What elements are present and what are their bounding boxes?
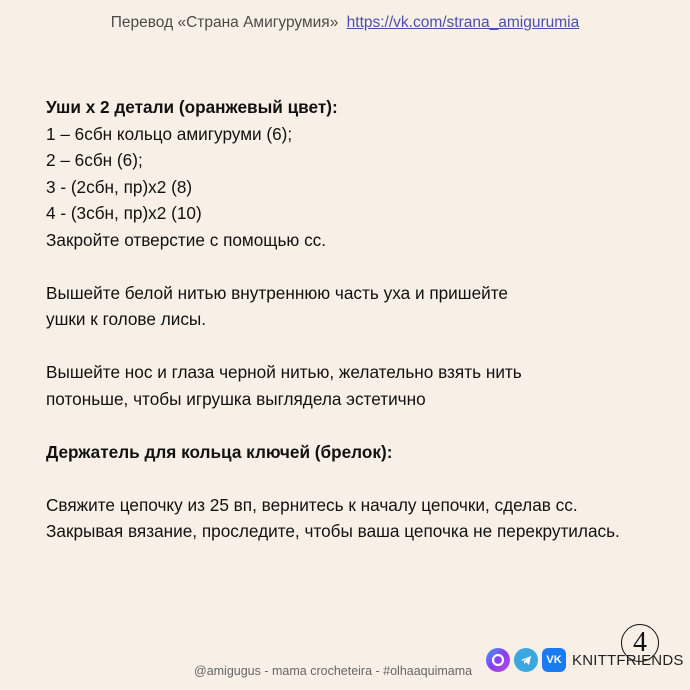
- ears-row: 1 – 6сбн кольцо амигуруми (6);: [46, 123, 293, 144]
- ears-row: 2 – 6сбн (6);: [46, 150, 143, 170]
- keyring-row: Свяжите цепочку из 25 вп, вернитесь к началу цепочки, сделав сс.: [46, 494, 578, 515]
- brand-name: KNITTFRIENDS: [572, 651, 684, 669]
- ears-row: 3 - (2сбн, пр)х2 (8): [46, 176, 193, 197]
- vk-glyph: VK: [546, 654, 562, 666]
- embroider-face-text: потоньше, чтобы игрушка выглядела эстетично: [46, 388, 426, 409]
- vk-icon[interactable]: [542, 648, 566, 672]
- pattern-content: [46, 94, 686, 545]
- header-prefix: Перевод «Страна Амигурумия»: [110, 14, 339, 31]
- spacer: [46, 253, 686, 280]
- vk-link[interactable]: https://vk.com/strana_amigurumia: [346, 14, 580, 31]
- spacer: [46, 412, 686, 439]
- telegram-icon[interactable]: [514, 648, 538, 672]
- keyring-title: Держатель для кольца ключей (брелок):: [46, 441, 393, 462]
- max-icon[interactable]: [486, 648, 510, 672]
- keyring-row: Закрывая вязание, проследите, чтобы ваша цепочка не перекрутилась.: [46, 521, 620, 541]
- ears-row: 4 - (3сбн, пр)х2 (10): [46, 203, 202, 223]
- ears-title: Уши х 2 детали (оранжевый цвет):: [46, 97, 338, 117]
- embroider-ears-text: ушки к голове лисы.: [46, 309, 207, 329]
- spacer: [46, 333, 686, 360]
- social-links: [486, 648, 684, 672]
- ears-row: Закройте отверстие с помощью сс.: [46, 229, 327, 250]
- spacer: [46, 465, 686, 492]
- embroider-face-text: Вышейте нос и глаза черной нитью, желательно взять нить: [46, 362, 522, 382]
- page-header: [0, 14, 690, 32]
- page-number: 4: [621, 624, 659, 662]
- footer-credit: @amigugus - mama crocheteira - #olhaaquimama: [194, 664, 473, 678]
- embroider-ears-text: Вышейте белой нитью внутреннюю часть уха и пришейте: [46, 282, 508, 303]
